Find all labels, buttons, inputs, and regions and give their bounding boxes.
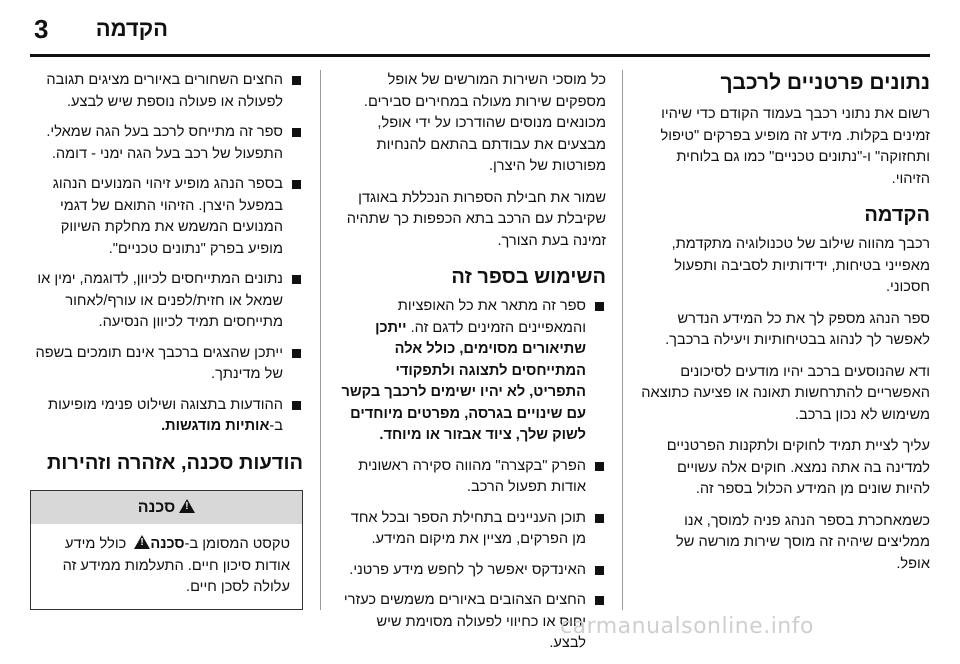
list-item-text: ייתכן שהצגים ברכבך אינם תומכים בשפה של מדינתך. — [35, 344, 283, 382]
list-item-text: נתונים המתייחסים לכיוון, לדוגמה, ימין או שמאל או חזית/לפנים או עורף/לאחור מתייחסים תמיד לכיוון הנסיעה. — [37, 271, 283, 330]
danger-text: כולל מידע אודות סיכון חיים. התעלמות ממידע זה עלולה לסכן חיים. — [62, 536, 290, 595]
danger-text-bold: סכנה — [150, 536, 185, 552]
danger-box-body — [31, 524, 302, 609]
bullet-square-icon — [292, 349, 301, 358]
column-left — [30, 70, 303, 610]
list-item-text: החצים הצהובים באיורים משמשים כעזרי יחוס או כחיווי לפעולה מסוימת שיש לבצע. — [343, 592, 586, 651]
bullet-square-icon — [595, 514, 604, 523]
bullet-square-icon — [292, 401, 301, 410]
warning-triangle-icon — [134, 535, 150, 549]
page-number: 3 — [34, 14, 49, 44]
paragraph: כל מוסכי השירות המורשים של אופל מספקים שירות מעולה במחירים סבירים. מכונאים מנוסים שהודרכו על ידי אופל, מבצעים את עבודתם בהתאם להנחיות מפורטות של היצרן. — [363, 72, 606, 174]
list-item-bold: ייתכן שתיאורים מסוימים, כולל אלה המתייחסים לתצוגה ולתפקודי התפריט, לא יהיו ישימים לרכבך בקשר עם שינויים בגרסה, מפרטים מיוחדים לשוק שלך, ציוד אבזור או מיוחד. — [341, 319, 586, 443]
list-item — [30, 174, 303, 260]
list-item-text: ההודעות בתצוגה ושילוט פנימי מופיעות ב- — [48, 396, 283, 434]
paragraph: ספר הנהג מספק לך את כל המידע הנדרש לאפשר לך לנהוג בבטיחותיות ויעילה ברכבך. — [665, 310, 930, 348]
column-right — [640, 70, 930, 585]
list-item — [30, 122, 303, 165]
danger-box — [30, 490, 303, 610]
danger-box-header — [31, 491, 302, 525]
page-title: הקדמה — [95, 16, 168, 41]
bullet-square-icon — [292, 128, 301, 137]
section-heading-introduction: הקדמה — [864, 204, 930, 226]
list-item-text: תוכן העניינים בתחילת הספר ובכל אחד מן הפרקים, מציין את מיקום המידע. — [350, 509, 586, 547]
bullet-square-icon — [292, 76, 301, 85]
warning-triangle-icon — [179, 499, 195, 513]
bullet-list — [336, 296, 606, 655]
column-divider — [320, 70, 321, 610]
paragraph: רשום את נתוני רכבך בעמוד הקודם כדי שיהיו זמינים בקלות. מידע זה מופיע בפרקים "טיפול ותחזוקה" ו-"נתונים טכניים" כמו גם בלוחית הזיהוי. — [660, 106, 930, 187]
bullet-square-icon — [595, 462, 604, 471]
list-item — [336, 296, 606, 447]
column-divider — [622, 70, 623, 610]
list-item — [30, 343, 303, 386]
list-item — [336, 560, 606, 582]
list-item — [30, 269, 303, 334]
list-item — [336, 456, 606, 499]
section-heading-using-manual: השימוש בספר זה — [451, 266, 606, 288]
watermark: carmanualsonline.info — [560, 614, 814, 639]
list-item-text: הפרק "בקצרה" מהווה סקירה ראשונית אודות תפעול הרכב. — [358, 457, 586, 495]
header-rule — [30, 54, 930, 57]
bullet-square-icon — [595, 566, 604, 575]
list-item — [30, 70, 303, 113]
list-item — [336, 508, 606, 551]
paragraph: שמור את חבילת הספרות הנכללת באוגדן שקיבלת עם הרכב בתא הכפפות כך שתהיה זמינה בעת הצורך. — [346, 189, 606, 249]
bullet-square-icon — [595, 302, 604, 311]
bullet-square-icon — [292, 275, 301, 284]
list-item-text: האינדקס יאפשר לך לחפש מידע פרטני. — [349, 561, 586, 578]
section-heading-warnings: הודעות סכנה, אזהרה וזהירות — [46, 451, 303, 474]
list-item — [30, 395, 303, 438]
list-item-text: החצים השחורים באיורים מציגים תגובה לפעולה או פעולה נוספת שיש לבצע. — [46, 72, 283, 110]
paragraph: עליך לציית תמיד לחוקים ולתקנות הפרטניים למדינה בה אתה נמצא. חוקים אלה עשויים להיות שונים מן המידע הכלול בספר זה. — [666, 438, 930, 497]
bullet-square-icon — [595, 596, 604, 605]
bullet-list — [30, 70, 303, 438]
list-item-text: ספר זה מתאר את כל האופציות והמאפיינים הזמינים לדגם זה. — [397, 298, 586, 336]
list-item-text: בספר הנהג מופיע זיהוי המנועים הנהוג במפעל היצרן. הזיהוי התואם של דגמי המנועים המשמש את מחלקת השיווק מופיע בפרק "נתונים טכניים". — [52, 176, 283, 257]
bullet-square-icon — [292, 180, 301, 189]
paragraph: כשמאחכרת בספר הנהג פניה למוסך, אנו ממליצים שיהיה זה מוסך שירות מורשה של אופל. — [676, 512, 930, 572]
list-item-bold: אותיות מודגשות. — [161, 418, 270, 434]
column-middle — [336, 70, 606, 664]
paragraph: רכבך מהווה שילוב של טכנולוגיה מתקדמת, מאפייני בטיחות, ידידותיות לסביבה ותפעול חסכוני. — [671, 236, 930, 295]
list-item-text: ספר זה מתייחס לרכב בעל הגה שמאלי. התפעול של רכב בעל הגה ימני - דומה. — [46, 124, 283, 162]
danger-box-title: סכנה — [137, 498, 176, 516]
danger-text: טקסט המסומן ב- — [184, 536, 290, 552]
paragraph: ודא שהנוסעים ברכב יהיו מודעים לסיכונים האפשריים להתרחשות תאונה או פציעה כתוצאה משימוש לא נכון ברכב. — [641, 363, 930, 423]
section-heading-vehicle-data: נתונים פרטניים לרכבך — [720, 71, 930, 94]
